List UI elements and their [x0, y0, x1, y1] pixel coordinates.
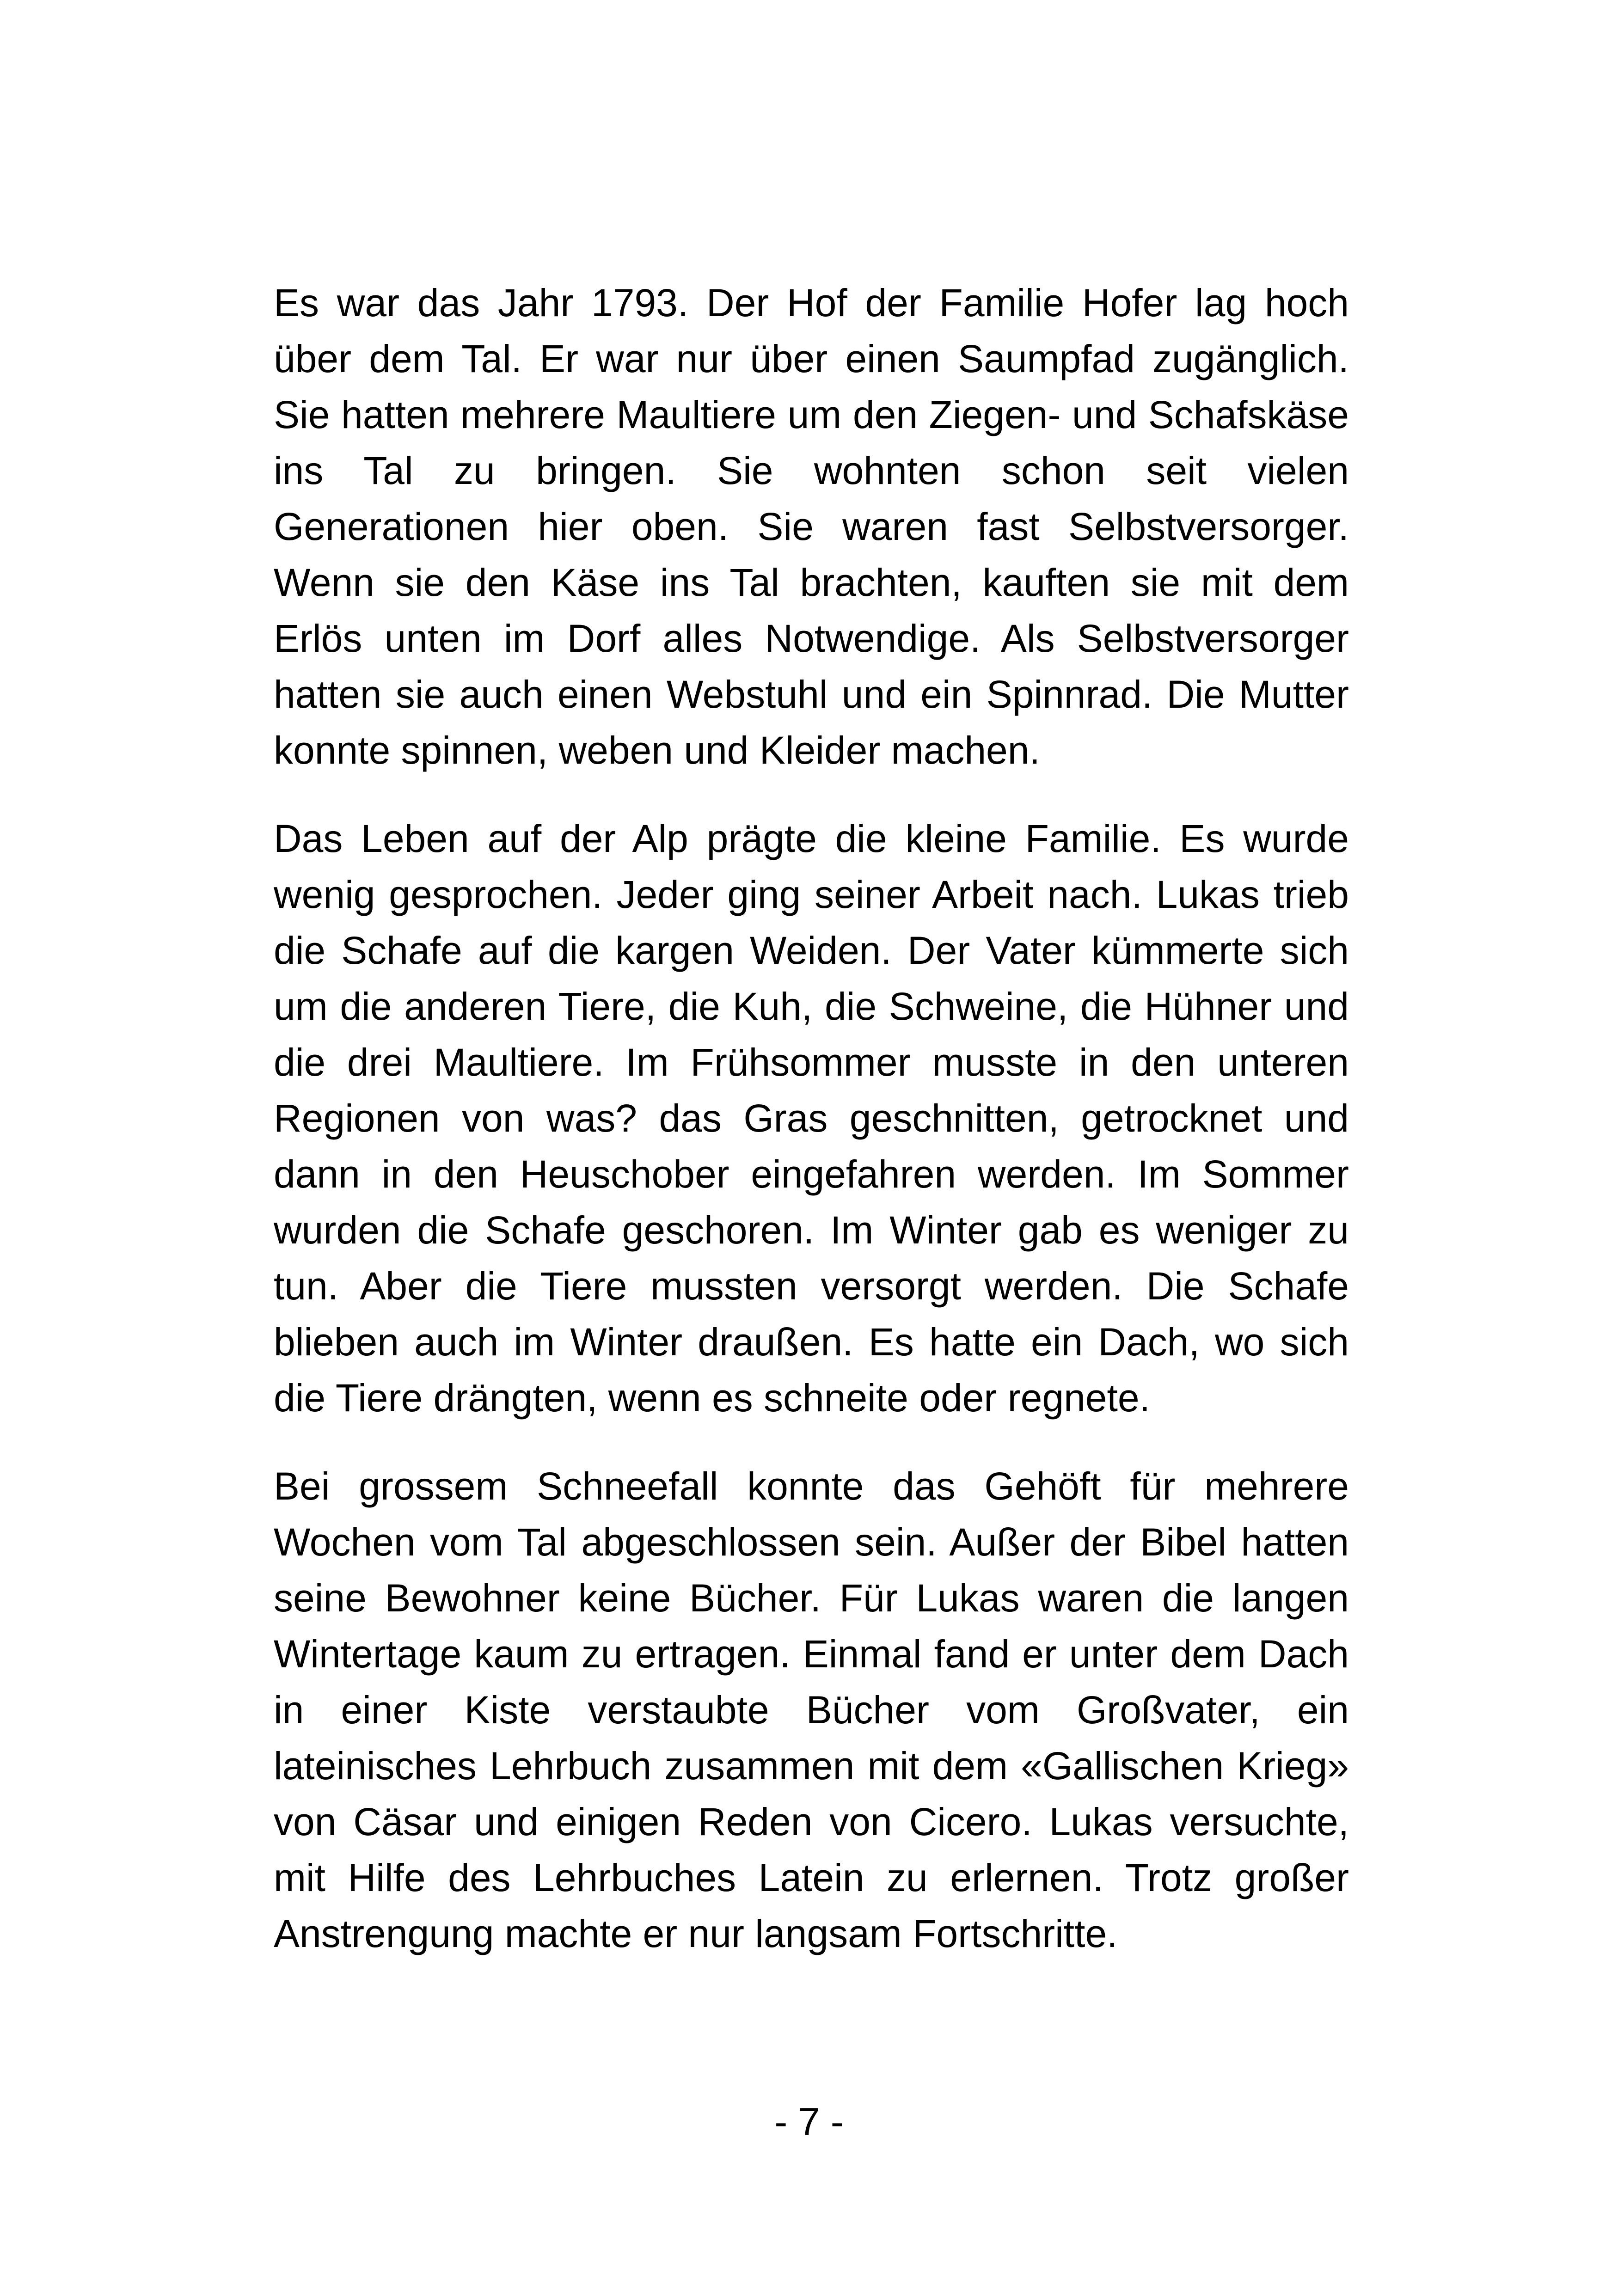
page-number: - 7 - — [774, 2100, 844, 2143]
paragraph-3: Bei grossem Schneefall konnte das Gehöft für mehrere Wochen vom Tal abgeschlossen sein. Außer der Bibel hatten seine Bewohner keine Bücher. Für Lukas waren die langen Wintertage kaum zu ertragen. Einmal fand er unter dem Dach in einer Kiste verstaubte Bücher vom Großvater, ein lateinisches Lehrbuch zusammen mit dem «Gallischen Krieg» von Cäsar und einigen Reden von Cicero. Lukas versuchte, mit Hilfe des Lehrbuches Latein zu erlernen. Trotz großer Anstrengung machte er nur langsam Fortschritte. — [274, 1464, 1349, 1955]
body-text — [274, 275, 1349, 1962]
paragraph-2: Das Leben auf der Alp prägte die kleine Familie. Es wurde wenig gesprochen. Jeder ging seiner Arbeit nach. Lukas trieb die Schafe auf die kargen Weiden. Der Vater kümmerte sich um die anderen Tiere, die Kuh, die Schweine, die Hühner und die drei Maultiere. Im Frühsommer musste in den unteren Regionen von was? das Gras geschnitten, getrocknet und dann in den Heuschober eingefahren werden. Im Sommer wurden die Schafe geschoren. Im Winter gab es weniger zu tun. Aber die Tiere mussten versorgt werden. Die Schafe blieben auch im Winter draußen. Es hatte ein Dach, wo sich die Tiere drängten, wenn es schneite oder regnete. — [274, 817, 1349, 1420]
paragraph-1: Es war das Jahr 1793. Der Hof der Familie Hofer lag hoch über dem Tal. Er war nur über einen Saumpfad zugänglich. Sie hatten mehrere Maultiere um den Ziegen- und Schafskäse ins Tal zu bringen. Sie wohnten schon seit vielen Generationen hier oben. Sie waren fast Selbstversorger. Wenn sie den Käse ins Tal brachten, kauften sie mit dem Erlös unten im Dorf alles Notwendige. Als Selbstversorger hatten sie auch einen Webstuhl und ein Spinnrad. Die Mutter konnte spinnen, weben und Kleider machen. — [274, 281, 1349, 772]
